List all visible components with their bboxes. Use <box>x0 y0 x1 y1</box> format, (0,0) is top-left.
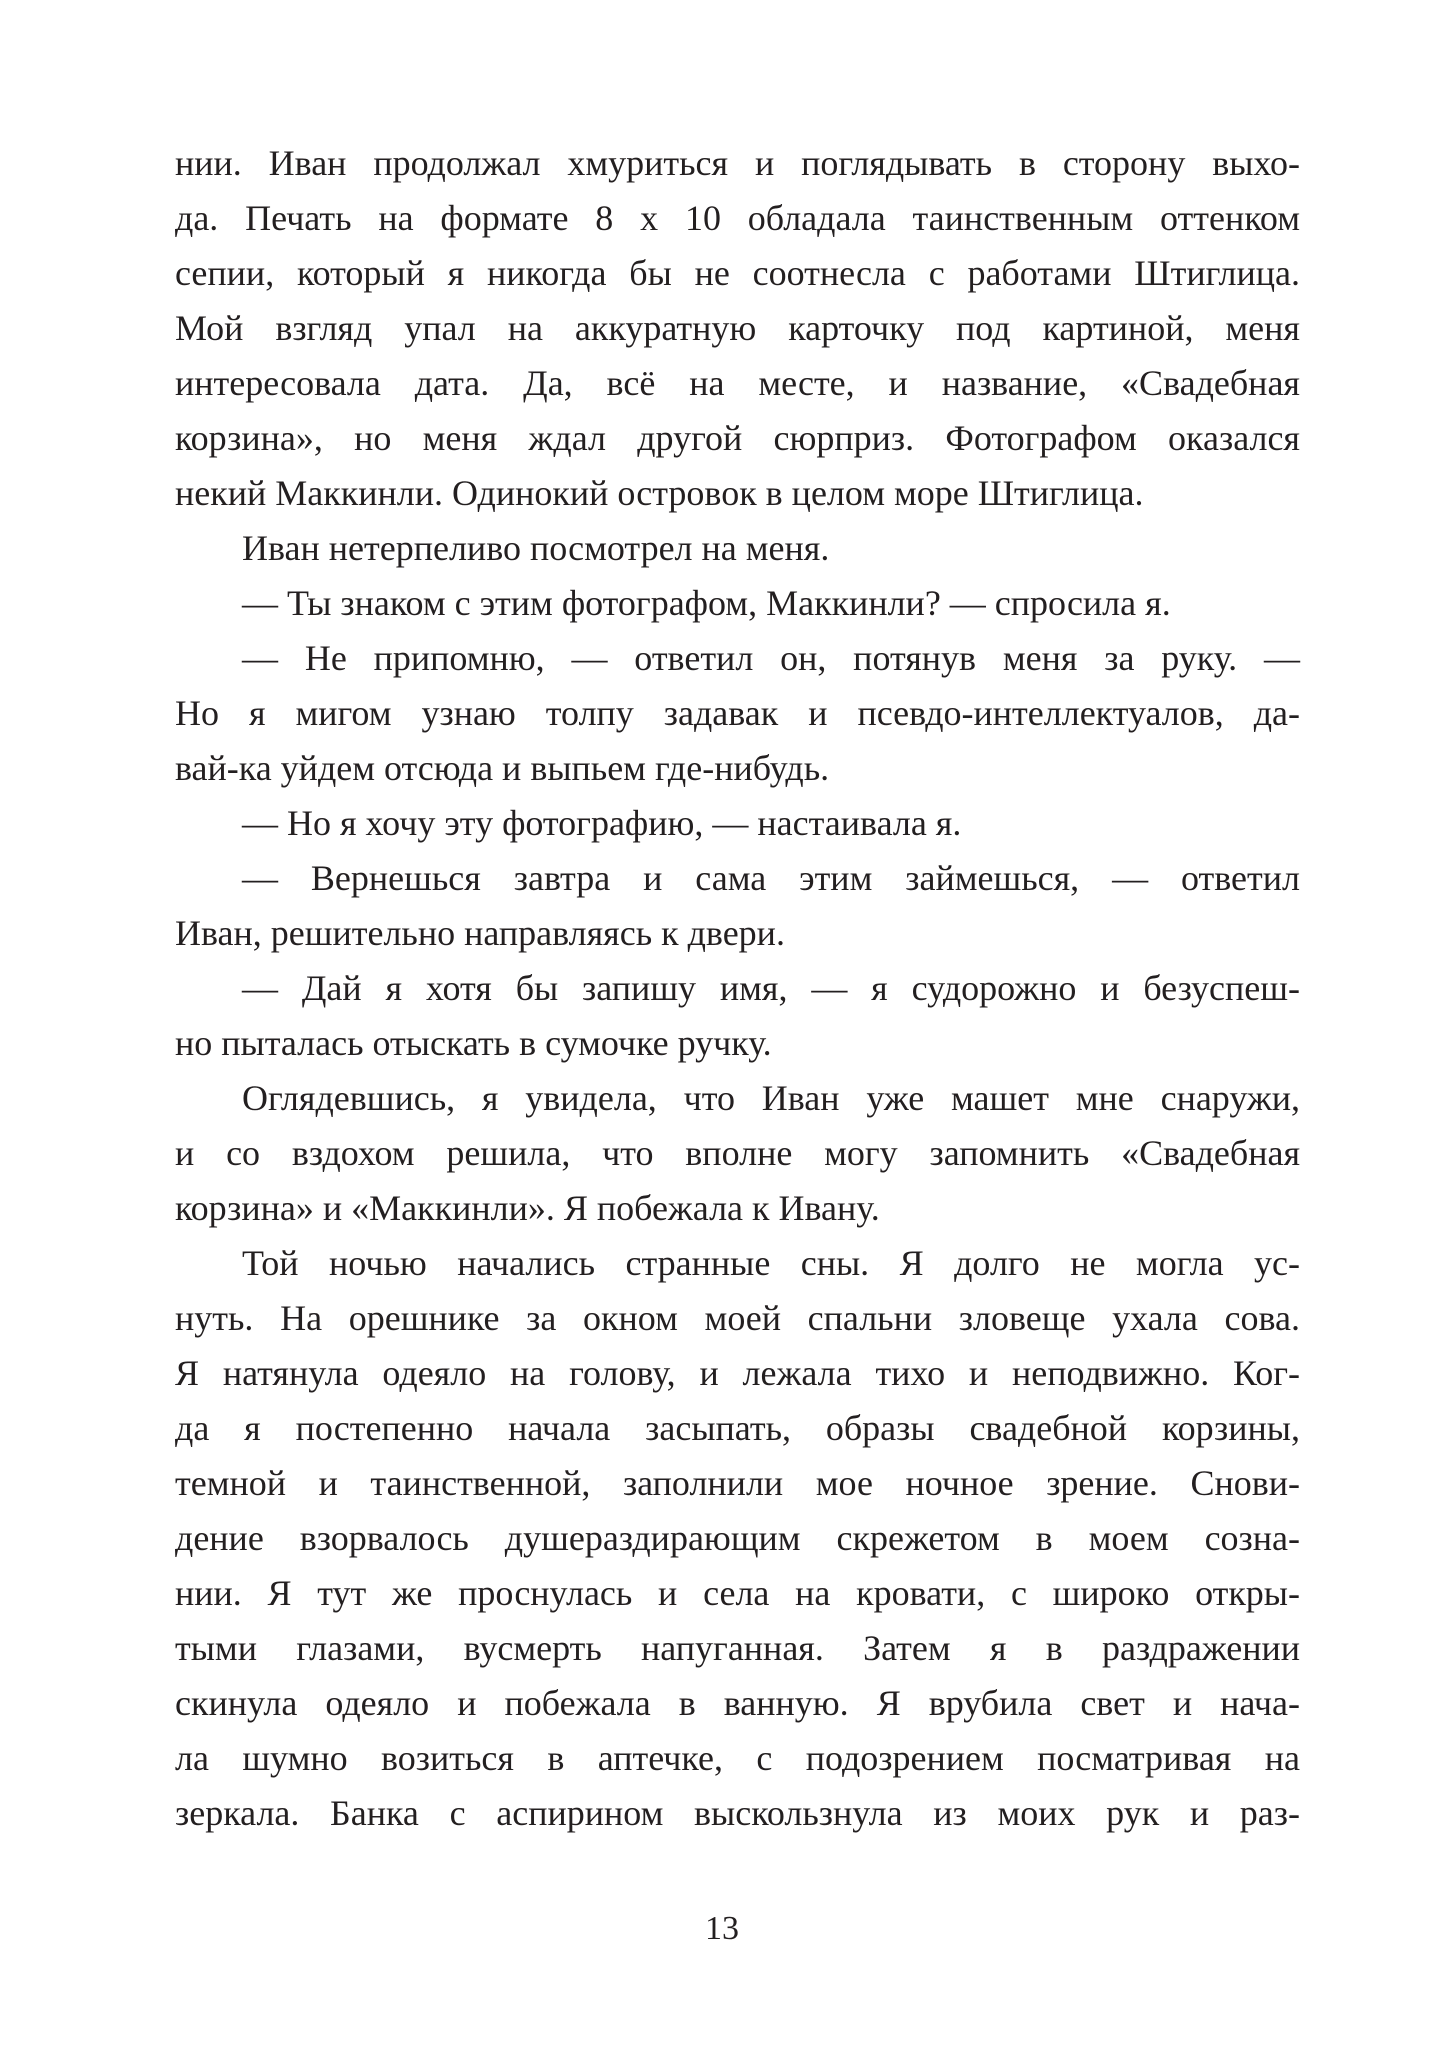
text-line: и со вздохом решила, что вполне могу запомнить «Свадебная <box>175 1133 1300 1173</box>
text-line: зеркала. Банка с аспирином выскользнула из моих рук и раз- <box>175 1793 1300 1833</box>
text-line: ла шумно возиться в аптечке, с подозрением посматривая на <box>175 1738 1300 1778</box>
text-line: но пыталась отыскать в сумочке ручку. <box>175 1023 772 1063</box>
text-line: дение взорвалось душераздирающим скрежетом в моем созна- <box>175 1518 1300 1558</box>
text-line: нии. Иван продолжал хмуриться и поглядывать в сторону выхо- <box>175 143 1300 183</box>
text-line: Оглядевшись, я увидела, что Иван уже машет мне снаружи, <box>242 1078 1300 1118</box>
text-line: вай-ка уйдем отсюда и выпьем где-нибудь. <box>175 748 830 788</box>
text-line: сепии, который я никогда бы не соотнесла с работами Штиглица. <box>175 253 1300 293</box>
page-number: 13 <box>705 1910 739 1947</box>
text-line: интересовала дата. Да, всё на месте, и название, «Свадебная <box>175 363 1300 403</box>
text-line: некий Маккинли. Одинокий островок в целом море Штиглица. <box>175 473 1144 513</box>
text-line: корзина», но меня ждал другой сюрприз. Фотографом оказался <box>175 418 1300 458</box>
text-line: нии. Я тут же проснулась и села на кровати, с широко откры- <box>175 1573 1300 1613</box>
text-line: — Не припомню, — ответил он, потянув меня за руку. — <box>242 638 1300 678</box>
text-line: темной и таинственной, заполнили мое ночное зрение. Снови- <box>175 1463 1300 1503</box>
text-line: Я натянула одеяло на голову, и лежала тихо и неподвижно. Ког- <box>175 1353 1300 1393</box>
text-line: корзина» и «Маккинли». Я побежала к Ивану. <box>175 1188 880 1228</box>
text-line: Той ночью начались странные сны. Я долго не могла ус- <box>242 1243 1300 1283</box>
text-line: Иван нетерпеливо посмотрел на меня. <box>242 528 830 568</box>
text-line: да. Печать на формате 8 х 10 обладала таинственным оттенком <box>175 198 1300 238</box>
text-line: скинула одеяло и побежала в ванную. Я врубила свет и нача- <box>175 1683 1300 1723</box>
text-line: нуть. На орешнике за окном моей спальни зловеще ухала сова. <box>175 1298 1300 1338</box>
text-line: Иван, решительно направляясь к двери. <box>175 913 785 953</box>
text-line: тыми глазами, вусмерть напуганная. Затем я в раздражении <box>175 1628 1300 1668</box>
text-line: да я постепенно начала засыпать, образы свадебной корзины, <box>175 1408 1300 1448</box>
text-line: — Вернешься завтра и сама этим займешься, — ответил <box>242 858 1300 898</box>
text-line: — Дай я хотя бы запишу имя, — я судорожно и безуспеш- <box>242 968 1300 1008</box>
text-line: — Ты знаком с этим фотографом, Маккинли? — спросила я. <box>242 583 1171 623</box>
text-line: — Но я хочу эту фотографию, — настаивала я. <box>242 803 962 843</box>
text-line: Мой взгляд упал на аккуратную карточку под картиной, меня <box>175 308 1300 348</box>
text-line: Но я мигом узнаю толпу задавак и псевдо-интеллектуалов, да- <box>175 693 1300 733</box>
body-text <box>175 136 1300 1841</box>
